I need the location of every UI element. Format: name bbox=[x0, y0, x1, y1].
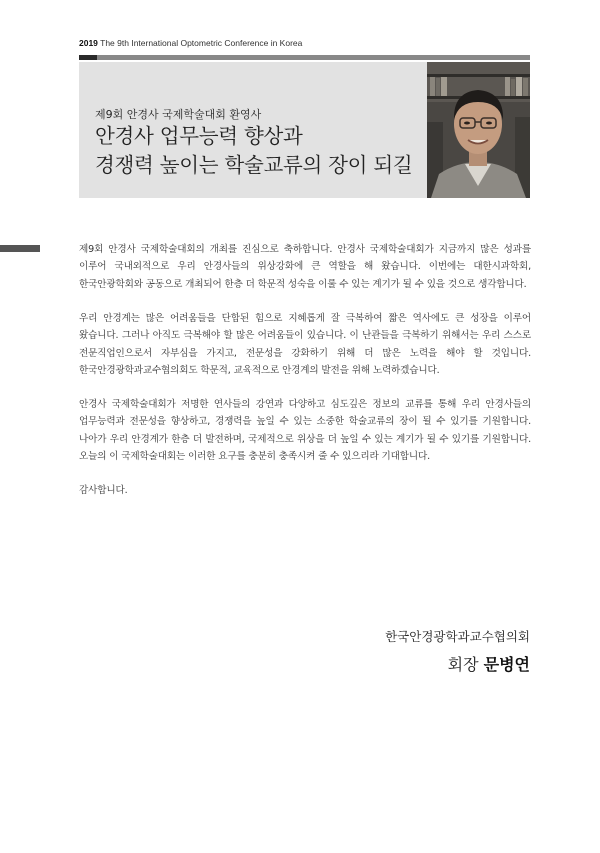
header-title: The 9th International Optometric Conference in Korea bbox=[100, 38, 303, 48]
body-paragraph-3: 안경사 국제학술대회가 저명한 연사들의 강연과 다양하고 심도깊은 정보의 교류를 통해 우리 안경사들의 업무능력과 전문성을 향상하고, 경쟁력을 높일 수 있는 소중한 학술교류의 장이 될 수 있기를 기원합니다. 나아가 우리 안경계가 한층 더 발전하며, 국제적으로 위상을 더 높일 수 있는 계기가 될 수 있기를 기원합니다. 오늘의 이 국제학술대회는 이러한 요구를 충분히 충족시켜 줄 수 있으리라 기대합니다. bbox=[79, 398, 531, 463]
article-headline bbox=[95, 122, 412, 180]
header-year: 2019 bbox=[79, 38, 98, 48]
body-paragraph-closing: 감사합니다. bbox=[79, 484, 128, 496]
headline-line-2: 경쟁력 높이는 학술교류의 장이 되길 bbox=[95, 153, 413, 177]
signature-position: 회장 bbox=[447, 655, 479, 674]
signature-name: 문병연 bbox=[483, 655, 530, 674]
body-text bbox=[79, 241, 531, 516]
body-paragraph-1: 제9회 안경사 국제학술대회의 개최를 진심으로 축하합니다. 안경사 국제학술대회가 지금까지 많은 성과를 이루어 국내외적으로 우리 안경사들의 위상강화에 큰 역할을 해 왔습니다. 이번에는 대한시과학회, 한국안광학회와 공동으로 개최되어 한층 더 학문적 성숙을 이룰 수 있는 계기가 될 수 있을 것으로 생각합니다. bbox=[79, 244, 531, 290]
author-portrait-photo bbox=[427, 62, 530, 198]
signature-name-line bbox=[448, 652, 530, 675]
body-paragraph-2: 우리 안경계는 많은 어려움들을 단합된 힘으로 지혜롭게 잘 극복하여 짧은 역사에도 큰 성장을 이루어 왔습니다. 그러나 아직도 극복해야 할 많은 어려움들이 있습니다. 이 난관들을 극복하기 위해서는 우리 스스로 전문직업인으로서 자부심을 가지고, 전문성을 강화하기 위해 더 많은 노력을 해야 할 것입니다. 한국안경광학과교수협의회도 학문적, 교육적으로 안경계의 발전을 위해 노력하겠습니다. bbox=[79, 312, 531, 376]
running-header bbox=[79, 38, 302, 48]
headline-line-1: 안경사 업무능력 향상과 bbox=[95, 124, 303, 148]
title-box bbox=[79, 62, 427, 198]
side-margin-tab bbox=[0, 245, 40, 252]
article-kicker: 제9회 안경사 국제학술대회 환영사 bbox=[95, 108, 262, 121]
header-rule-accent bbox=[79, 55, 97, 60]
signature-organization: 한국안경광학과교수협의회 bbox=[385, 629, 530, 644]
header-rule-bar bbox=[79, 55, 530, 60]
portrait-image bbox=[427, 62, 530, 198]
